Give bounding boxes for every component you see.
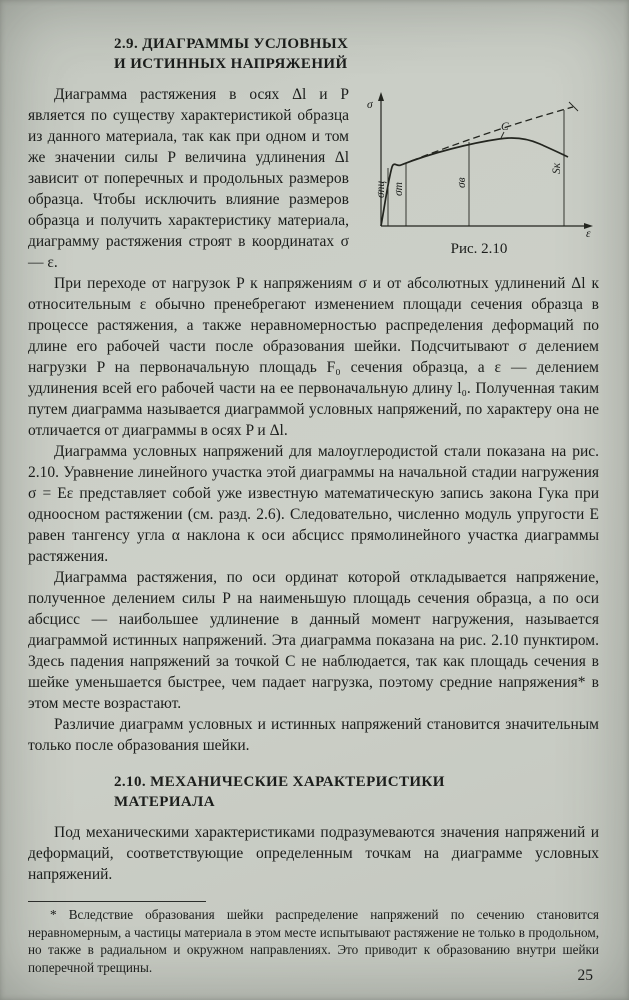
dashed-end-tick bbox=[569, 102, 578, 111]
heading-line: 2.9. ДИАГРАММЫ УСЛОВНЫХ bbox=[114, 36, 349, 52]
y-axis-label: σ bbox=[367, 99, 373, 111]
sigma-t-label: σт bbox=[393, 182, 405, 196]
footnote-divider bbox=[28, 901, 206, 902]
paragraph-2-9-3: Диаграмма условных напряжений для малоуглеродистой стали показана на рис. 2.10. Уравнение линейного участка этой диаграммы на начальной стадии нагружения σ = Eε представляет собой уже известную математическую запись закона Гука при одноосном растяжении (см. разд. 2.6). Следовательно, численно модуль упругости E равен тангенсу угла α наклона к оси абсцисс прямолинейного участка диаграммы растяжения. bbox=[28, 443, 599, 565]
point-c-label: C bbox=[501, 121, 509, 133]
paragraph-2-10-1: Под механическими характеристиками подразумеваются значения напряжений и деформаций, соответствующие определенным точкам на диаграмме условных напряжений. bbox=[28, 824, 599, 883]
conventional-stress-curve bbox=[381, 138, 568, 226]
x-axis-label: ε bbox=[586, 228, 591, 238]
paragraph-2-9-4: Диаграмма растяжения, по оси ординат которой откладывается напряжение, полученное делением силы P на наименьшую площадь сечения образца, а по оси абсцисс — наибольшее удлинение в данный момент нагружения, называется диаграммой истинных напряжений. Эта диаграмма показана на рис. 2.10 пунктиром. Здесь падения напряжений за точкой C не наблюдается, так как площадь сечения в шейке уменьшается быстрее, чем падает нагрузка, поэтому средние напряжения* в этом месте возрастают. bbox=[28, 569, 599, 712]
paragraph-2-9-2: При переходе от нагрузок P к напряжениям σ и от абсолютных удлинений Δl к относительным ε обычно пренебрегают изменением площади сечения образца в процессе растяжения, а также неравномерностью распределения деформаций по длине его рабочей части после образования шейки. Подсчитывают σ делением нагрузки P на первоначальную площадь F₀ сечения образца, а ε — делением удлинения всей его рабочей части на ее первоначальную длину l₀. Полученная таким путем диаграмма называется диаграммой условных напряжений, по характеру она не отличается от диаграммы в осях P и Δl. bbox=[28, 275, 599, 439]
footnote-block bbox=[28, 901, 599, 976]
paragraph-2-9-5: Различие диаграмм условных и истинных напряжений становится значительным только после образования шейки. bbox=[28, 716, 599, 754]
heading-line: И ИСТИННЫХ НАПРЯЖЕНИЙ bbox=[114, 56, 348, 72]
heading-line: МАТЕРИАЛА bbox=[114, 794, 215, 810]
figure-2-10 bbox=[359, 86, 599, 260]
page-number: 25 bbox=[577, 967, 593, 984]
section-2-10-body bbox=[28, 822, 599, 885]
section-2-9-body bbox=[28, 84, 599, 756]
footnote-text: * Вследствие образования шейки распределение напряжений по сечению становится неравномерным, а частицы материала в этом месте испытывают растяжение не только в продольном, но также в радиальном и окружном направлениях. Это приводит к образованию внутри шейки поперечной трещины. bbox=[28, 907, 599, 975]
paragraph-2-9-1: Диаграмма растяжения в осях Δl и P является по существу характеристикой образца из данного материала, так как при одном и том же значении силы P величина удлинения Δl зависит от поперечных и продольных размеров образца. Чтобы исключить влияние размеров образца и получить характеристику материала, диаграмму растяжения строят в координатах σ — ε. bbox=[28, 86, 349, 271]
sigma-pc-label: σпц bbox=[375, 180, 387, 198]
section-heading-2-10 bbox=[114, 772, 599, 812]
stress-strain-chart bbox=[359, 86, 599, 238]
y-axis-arrow bbox=[378, 92, 384, 101]
heading-line: 2.10. МЕХАНИЧЕСКИЕ ХАРАКТЕРИСТИКИ bbox=[114, 774, 445, 790]
s-k-label: Sк bbox=[551, 162, 563, 174]
sigma-v-label: σв bbox=[456, 177, 468, 188]
section-heading-2-9 bbox=[114, 34, 599, 74]
figure-caption: Рис. 2.10 bbox=[450, 241, 508, 257]
